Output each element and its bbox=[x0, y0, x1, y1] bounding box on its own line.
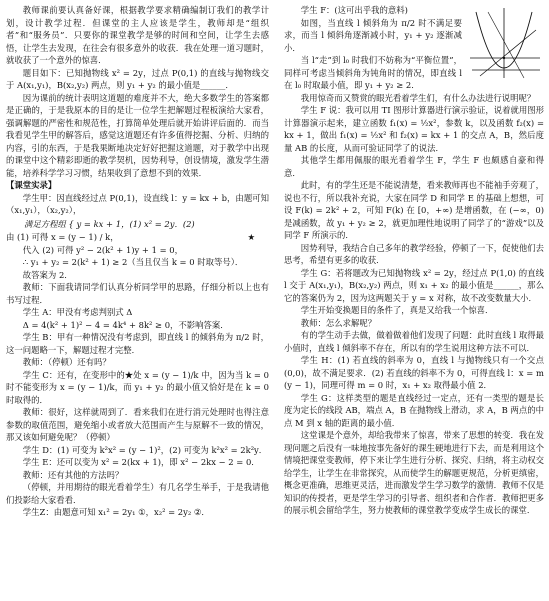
teacher-how: 教师：怎么求解呢？ bbox=[300, 317, 377, 328]
reflection-paragraph: 因为课前的统计表明这道题的难度并不大，绝大多数学生的答案都是正确的，于是我原本的目的是让一位学生把解题过程板演给大家看，强调解题的严密性和规范性，打算简单处理后就开始讲评后面的．而当我看见学生甲的解答后，感觉这道题还有许多值得挖掘、分析、归纳的内容，引的东西，于是我果断地决定好好把握这道题，对于教学中出现的课堂中这个精彩即逝的教学契机，因势利导，创设情境，激发学生潜能，培养科学学习习惯，结果收到了意想不到的效果． bbox=[6, 92, 269, 178]
others-admire: 其他学生都用佩服的眼光看着学生 F，学生 F 也颇感自豪和得意． bbox=[284, 155, 544, 178]
star-mark: ★ bbox=[247, 232, 255, 242]
sum-result: ∴ y₁ + y₂ = 2(k² + 1) ≥ 2（当且仅当 k = 0 时取等号）． bbox=[22, 257, 244, 267]
another-surprise: 学生开始变换题目的条件了，真是又给我一个惊喜． bbox=[300, 305, 494, 315]
substitution-step: 代入 (2) 可得 y² − 2(k² + 1)y + 1 = 0， bbox=[22, 244, 183, 255]
student-a: 学生 A：甲没有考虑判别式 Δ bbox=[22, 307, 133, 317]
answer-line: 故答案为 2． bbox=[22, 269, 73, 280]
teacher-invite: （停顿，并用期待的眼光看着学生）有几名学生举手，于是我请他们投影给大家看看． bbox=[6, 482, 269, 505]
student-c: 学生 C：还有，在变形中的★处 x = (y − 1)/k 中，因为当 k = 0 时不能变形为 x = (y − 1)/k，而 y₁ + y₂ 的最小值又恰好是在 k = 0 时取得的． bbox=[6, 369, 269, 405]
point-p bbox=[503, 57, 505, 59]
guidance: 因势利导，我结合自己多年的教学经验，停顿了一下，促使他们去思考，希望有更多的收获． bbox=[284, 242, 544, 265]
line-l bbox=[480, 30, 536, 76]
problem-statement: 题目如下：已知抛物线 x² = 2y，过点 P(0,1) 的直线与抛物线交于 A(x₁,y₁)，B(x₂,y₂) 两点，则 y₁ + y₂ 的最小值是______． bbox=[6, 67, 269, 90]
figure-caption-text bbox=[284, 4, 462, 92]
left-column bbox=[6, 4, 269, 519]
teacher-supplement: 此时，有的学生还是不能说清楚，看来教师再也不能袖手旁观了，说也不行，所以我补充说，大家在同学 D 和同学 E 的基础上想想，可设 F(k) = 2k² + 2，可知 F(k) 在 [0，+∞) 是增函数，在 (−∞，0) 是减函数，故 y₁ + y₂ ≥ 2，就更加理性地说明了同学了的“游戏”以及同学 F 所演示的． bbox=[284, 180, 544, 240]
discriminant-line: Δ = 4(k² + 1)² − 4 = 4k⁴ + 8k² ≥ 0，不影响答案． bbox=[22, 319, 229, 330]
student-g-extension: 学生 G：这样类型的题是直线经过一定点，还有一类型的题是长度为定长的线段 AB，端点 A，B 在抛物线上滑动，求 A，B 两点的中点 M 到 x 轴的距离的最小值． bbox=[284, 392, 544, 428]
teacher-comment: 教师：很好，这样就周到了．看来我们在进行消元处理时也得注意参数的取值范围，避免缩小或者放大范围而产生与原解不一致的情况，那又该如何避免呢？（停顿） bbox=[6, 407, 269, 442]
student-e: 学生 E：还可以变为 x² = 2(kx + 1)，即 x² − 2kx − 2 = 0． bbox=[22, 457, 260, 467]
derivation-text: 由 (1) 可得 x = (y − 1) / k， bbox=[6, 232, 119, 242]
figure-explanation: 如图，当直线 l 倾斜角为 π/2 时不满足要求，而当 l 倾斜角逐渐减小时，y₁ + y₂ 逐渐减小． bbox=[284, 17, 462, 53]
student-g-variant: 学生 G：若将题改为已知抛物线 x² = 2y，经过点 P(1,0) 的直线 l 交于 A(x₁,y₁)，B(x₂,y₂) 两点，则 x₁ + x₂ 的最小值是______，那么它的答案仍为 2，因为这两题关于 y = x 对称，故不改变数量大小． bbox=[284, 267, 544, 303]
teacher-prompt: 教师：下面我请同学们认真分析同学甲的思路，仔细分析以上也有书写过程． bbox=[6, 282, 269, 305]
teacher-pause: 教师：（停顿）还有吗？ bbox=[22, 357, 111, 367]
intro-paragraph: 教师课前要认真备好课，根据教学要求精确编制订我们的教学计划，设计教学过程．但课堂的主人应该是学生，教师却是“组织者”和“服务员”．只要你的课堂教学是够的时间和空间，让学生去感悟，让学生去发现，在往会有很多意外的收获．我在处理一道习题时，就收获了一个意外的惊喜． bbox=[6, 5, 269, 65]
student-b: 学生 B：甲有一种情况没有考虑到，即直线 l 的倾斜角为 π/2 时，这一问题略一下，解题过程才完整． bbox=[6, 332, 269, 355]
students-issue: 有的学生动手去做，做着做着他们发现了问题：此时直线 l 取得最小值时，直线 l 倾斜率不存在，所以有的学生说用这种方法不可以． bbox=[284, 330, 544, 353]
figure-block bbox=[284, 4, 544, 92]
teacher-amazed: 我用惊奇而又赞赏的眼光看着学生们，有什么办法进行说明呢？ bbox=[300, 92, 536, 103]
derivation-step bbox=[6, 231, 269, 244]
right-column bbox=[284, 4, 544, 517]
equation-system: 满足方程组 { y = kx + 1，(1) x² = 2y．(2) bbox=[24, 218, 195, 229]
parabola-figure bbox=[466, 4, 544, 82]
conclusion: 这堂课是个意外，却给我带来了惊喜，带来了思想的转变．我在发现问题之后没有一味地按事先备好的课生硬地进行下去，而是利用这个情境把课堂变教师，停下来让学生进行分析、探究、归纳，将主动权交给学生，让学生在非常探究，从而使学生的解题更规范，分析更缜密，概念更准确，思维更灵活，进而激发学生学习数学的激情．教师不仅是知识的传授者，更是学生学习的引导者、组织者和合作者．教师把更多的展示机会留给学生，努力使教师的课堂教学变成学生成长的课堂． bbox=[284, 430, 544, 515]
student-f-intro: 学生 F：(这可出乎我的意料) bbox=[300, 5, 408, 15]
teacher-question: 教师：还有其他的方法吗？ bbox=[22, 469, 124, 480]
student-h: 学生 H：(1) 若直线的斜率为 0，直线 l 与抛物线只有一个交点 (0,0)，故不满足要求．(2) 若直线的斜率不为 0，可得直线 l：x = m(y − 1)，同理可得 m = 0 时，x₁ + x₂ 取得最小值 2． bbox=[284, 355, 544, 390]
section-heading: 【课堂实录】 bbox=[6, 180, 57, 190]
balance-position: 当 l“走”到 l₀ 时我们不妨称为“平衡位置”，同样可考虑当倾斜角为钝角时的情况，即直线 l 在 l₀ 时取最小值，即 y₁ + y₂ ≥ 2． bbox=[284, 55, 462, 90]
student-d: 学生 D：(1) 可变为 k²x² = (y − 1)²，(2) 可变为 k²x² = 2k²y． bbox=[22, 444, 268, 455]
student-f-demo: 学生 F 说：我可以用 TI 图形计算器进行演示验证，说着就用图形计算器演示起来，建立函数 f₁(x) = ½x²，参数 k，以及函数 f₂(x) = kx + 1，做出 f₁(x) = ½x² 和 f₂(x) = kx + 1 的交点 A，B，然后度量 AB 的长度，从而可验证同学了的说法． bbox=[284, 105, 544, 153]
student-z: 学生Z：由题意可知 x₁² = 2y₁ ①，x₂² = 2y₂ ②． bbox=[22, 507, 210, 517]
student-jia-paragraph: 学生甲：因直线经过点 P(0,1)，设直线 l：y = kx + b，由题可知（x₁,y₁），（x₂,y₂）， bbox=[6, 192, 269, 215]
